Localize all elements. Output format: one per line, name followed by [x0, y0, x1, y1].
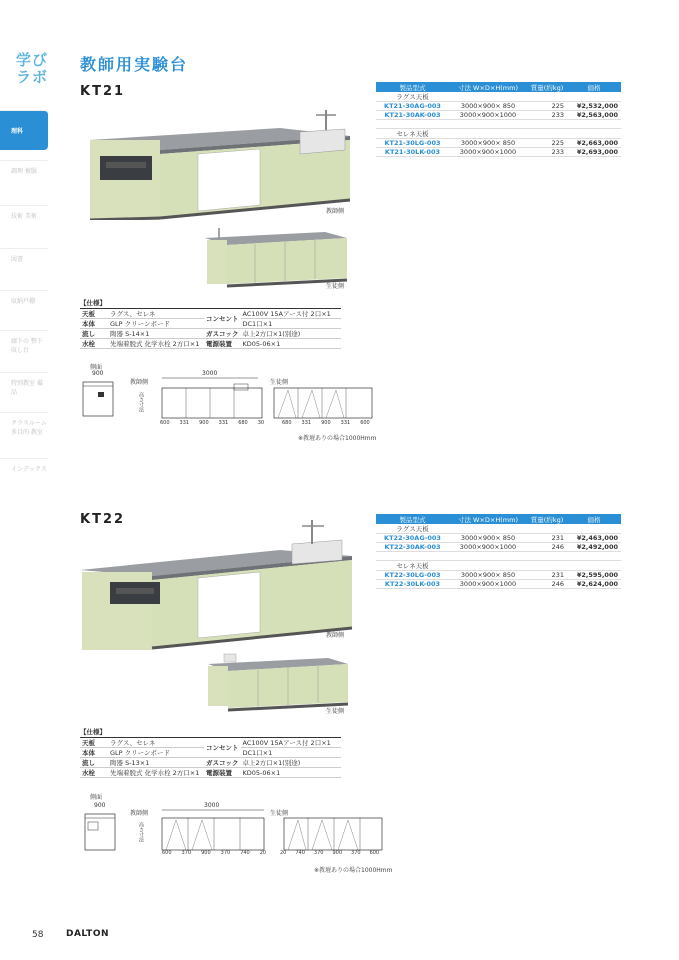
product-price: ¥2,492,000: [567, 543, 621, 552]
dim-label: 370: [313, 850, 324, 856]
kt22-width-label: 3000: [204, 802, 220, 809]
product-dim: 3000×900× 850: [449, 534, 527, 543]
page-number: 58: [32, 930, 44, 940]
spec-value: ラグス、セレネ: [108, 738, 204, 748]
sidebar-title: 学び ラボ: [16, 51, 49, 86]
spec-value: 卓上2方口×1(別途): [241, 758, 341, 768]
spec-value: GLP クリーンボード: [108, 319, 204, 329]
dim-label: 900: [332, 850, 343, 856]
spec-value: 先端着脱式 化学水栓 2方口×1: [108, 339, 204, 349]
spec-key: 本体: [80, 319, 108, 329]
kt21-height-label: 高さ寸法: [138, 392, 144, 412]
group-label: ラグス天板: [376, 524, 449, 534]
dim-label: 370: [181, 850, 192, 856]
product-dim: 3000×900×1000: [449, 543, 527, 552]
kt21-side-drawing: [82, 378, 116, 418]
dim-label: 600: [360, 420, 370, 426]
model-title-kt22: KT22: [80, 512, 126, 527]
col-header-dim: 寸法 W×D×H(mm): [449, 82, 527, 92]
sidebar-item-storage[interactable]: 収納戸棚: [0, 290, 48, 330]
product-price: ¥2,563,000: [567, 111, 621, 120]
spec-value: 先端着脱式 化学水栓 2方口×1: [108, 768, 204, 778]
product-weight: 225: [527, 102, 567, 111]
spec-key: 天板: [80, 309, 108, 319]
table-row: [376, 534, 621, 543]
dim-label: 30: [257, 420, 265, 426]
product-code: KT21-30LG-003: [376, 139, 449, 148]
group-label: セレネ天板: [376, 561, 449, 571]
kt21-side-label: 側面: [90, 364, 103, 371]
spec-value: KD05-06×1: [241, 768, 341, 778]
table-row: [376, 580, 621, 589]
kt21-teacher-label: 教師側: [130, 379, 149, 386]
col-header-dim: 寸法 W×D×H(mm): [449, 514, 527, 524]
product-price: ¥2,595,000: [567, 571, 621, 580]
group-label: セレネ天板: [376, 129, 449, 139]
spec-key: 流し: [80, 758, 108, 768]
sidebar-item-tech-art[interactable]: 技術 美術: [0, 205, 48, 245]
spec-key: ガスコック: [204, 329, 241, 339]
spec-key: ガスコック: [204, 758, 241, 768]
product-code: KT22-30LG-003: [376, 571, 449, 580]
kt21-student-dims: [282, 420, 370, 426]
dim-label: 600: [369, 850, 380, 856]
table-row: [376, 102, 621, 111]
spec-value: 陶器 S-13×1: [108, 758, 204, 768]
spec-key: コンセント: [204, 309, 241, 329]
kt22-note: ※教壇ありの場合1000Hmm: [314, 867, 393, 874]
product-price: ¥2,463,000: [567, 534, 621, 543]
sidebar-item-cooking[interactable]: 調理 被服: [0, 160, 48, 200]
col-header-code: 製品型式: [376, 514, 449, 524]
sidebar-nav: [0, 0, 48, 960]
product-weight: 231: [527, 571, 567, 580]
sidebar-item-classroom[interactable]: クラスルーム 多目的 教室: [0, 412, 48, 452]
product-weight: 233: [527, 148, 567, 157]
model-title-kt21: KT21: [80, 84, 126, 99]
kt22-side-drawing: [84, 810, 118, 852]
product-weight: 246: [527, 580, 567, 589]
spec-value: 卓上2方口×1(別途): [241, 329, 341, 339]
dim-label: 370: [351, 850, 361, 856]
kt21-teacher-dims: [160, 420, 264, 426]
product-weight: 246: [527, 543, 567, 552]
product-code: KT22-30AK-003: [376, 543, 449, 552]
kt22-student-dims: [280, 850, 379, 856]
brand-logo: DALTON: [66, 929, 110, 939]
spec-value: ラグス、セレネ: [108, 309, 204, 319]
kt21-side-dim: 900: [92, 370, 104, 377]
product-dim: 3000×900× 850: [449, 139, 527, 148]
dim-label: 331: [340, 420, 351, 426]
kt22-student-side-label: 生徒側: [326, 708, 345, 715]
dim-label: 20: [280, 850, 287, 856]
kt21-price-table: [376, 82, 621, 157]
kt22-student-illustration: [208, 650, 350, 712]
dim-label: 600: [160, 420, 170, 426]
col-header-price: 価格: [567, 82, 621, 92]
spec-value: DC1口×1: [241, 748, 341, 758]
kt21-spec-table: [80, 308, 341, 349]
dim-label: 20: [259, 850, 267, 856]
sidebar-item-index[interactable]: インデックス: [0, 458, 48, 498]
col-header-weight: 質量(約kg): [527, 514, 567, 524]
dim-label: 900: [321, 420, 331, 426]
product-code: KT21-30AG-003: [376, 102, 449, 111]
spec-value: AC100V 15Aアース付 2口×1: [241, 738, 341, 748]
dim-label: 331: [218, 420, 229, 426]
dim-label: 600: [162, 850, 172, 856]
product-price: ¥2,663,000: [567, 139, 621, 148]
sidebar-item-science[interactable]: 理科: [0, 110, 48, 150]
product-weight: 233: [527, 111, 567, 120]
kt21-teacher-side-label: 教師側: [326, 208, 345, 215]
sidebar-item-library[interactable]: 図書: [0, 248, 48, 288]
kt22-spec-table: [80, 737, 341, 778]
product-dim: 3000×900×1000: [449, 111, 527, 120]
product-weight: 231: [527, 534, 567, 543]
kt21-width-label: 3000: [202, 370, 218, 377]
page-title: 教師用実験台: [80, 55, 189, 74]
product-price: ¥2,624,000: [567, 580, 621, 589]
product-price: ¥2,532,000: [567, 102, 621, 111]
table-row: [376, 148, 621, 157]
col-header-weight: 質量(約kg): [527, 82, 567, 92]
product-dim: 3000×900×1000: [449, 580, 527, 589]
dim-label: 680: [238, 420, 248, 426]
kt22-side-dim: 900: [94, 802, 106, 809]
spec-key: 流し: [80, 329, 108, 339]
spec-key: 天板: [80, 738, 108, 748]
product-code: KT22-30AG-003: [376, 534, 449, 543]
dim-label: 740: [295, 850, 305, 856]
kt22-price-table: [376, 514, 621, 589]
spec-key: 電源装置: [204, 339, 241, 349]
kt21-student-label: 生徒側: [270, 379, 289, 386]
dim-label: 370: [220, 850, 231, 856]
sidebar-item-corridor[interactable]: 廊下の 整下収し台: [0, 330, 48, 370]
dim-label: 900: [201, 850, 211, 856]
col-header-price: 価格: [567, 514, 621, 524]
spec-value: KD05-06×1: [241, 339, 341, 349]
product-price: ¥2,693,000: [567, 148, 621, 157]
product-dim: 3000×900× 850: [449, 102, 527, 111]
kt22-height-label: 高さ寸法: [138, 822, 144, 842]
product-code: KT22-30LK-003: [376, 580, 449, 589]
dim-label: 900: [199, 420, 209, 426]
dim-label: 331: [301, 420, 312, 426]
table-row: [376, 543, 621, 552]
dim-label: 740: [240, 850, 250, 856]
kt22-teacher-side-label: 教師側: [326, 632, 345, 639]
spec-value: AC100V 15Aアース付 2口×1: [241, 309, 341, 319]
spec-key: 電源装置: [204, 768, 241, 778]
kt22-teacher-label: 教師側: [130, 810, 149, 817]
kt21-teacher-illustration: [80, 110, 360, 220]
spec-value: 陶器 S-14×1: [108, 329, 204, 339]
kt22-front-drawing: [148, 808, 384, 854]
table-row: [376, 111, 621, 120]
table-row: [376, 139, 621, 148]
table-row: [376, 571, 621, 580]
kt22-spec-title: 【仕様】: [80, 728, 106, 736]
sidebar-item-special[interactable]: 特別教室 備品: [0, 372, 48, 412]
col-header-code: 製品型式: [376, 82, 449, 92]
product-code: KT21-30AK-003: [376, 111, 449, 120]
dim-label: 331: [179, 420, 190, 426]
kt22-student-label: 生徒側: [270, 810, 289, 817]
spec-value: GLP クリーンボード: [108, 748, 204, 758]
product-dim: 3000×900× 850: [449, 571, 527, 580]
product-code: KT21-30LK-003: [376, 148, 449, 157]
spec-key: 水栓: [80, 768, 108, 778]
product-weight: 225: [527, 139, 567, 148]
kt22-teacher-illustration: [80, 520, 360, 650]
kt21-spec-title: 【仕様】: [80, 299, 106, 307]
kt21-student-side-label: 生徒側: [326, 283, 345, 290]
kt21-note: ※教壇ありの場合1000Hmm: [298, 435, 377, 442]
dim-label: 680: [282, 420, 292, 426]
kt22-side-label: 側面: [90, 794, 103, 801]
kt22-teacher-dims: [162, 850, 266, 856]
spec-key: 水栓: [80, 339, 108, 349]
group-label: ラグス天板: [376, 92, 449, 102]
product-dim: 3000×900×1000: [449, 148, 527, 157]
spec-key: 本体: [80, 748, 108, 758]
spec-value: DC1口×1: [241, 319, 341, 329]
spec-key: コンセント: [204, 738, 241, 758]
